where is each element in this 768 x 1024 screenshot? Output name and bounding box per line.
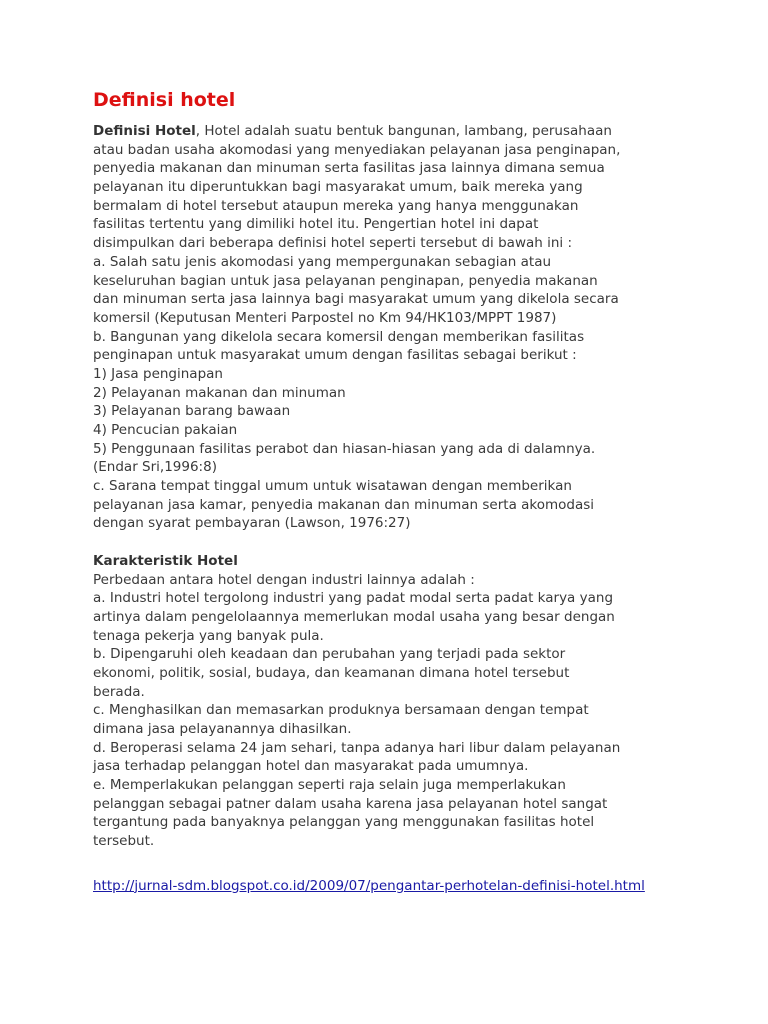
intro-line: keseluruhan bagian untuk jasa pelayanan penginapan, penyedia makanan	[93, 272, 598, 289]
characteristics-line: dimana jasa pelayanannya dihasilkan.	[93, 721, 352, 737]
intro-line: b. Bangunan yang dikelola secara komersil dengan memberikan fasilitas	[93, 328, 585, 345]
intro-first-line-rest: , Hotel adalah suatu bentuk bangunan, lambang, perusahaan	[195, 123, 612, 139]
intro-first-line	[93, 122, 693, 141]
characteristics-section	[93, 552, 693, 851]
characteristics-line: tenaga pekerja yang banyak pula.	[93, 627, 324, 644]
intro-section	[93, 122, 693, 533]
section-spacer	[93, 533, 693, 552]
intro-line: dan minuman serta jasa lainnya bagi masyarakat umum yang dikelola secara	[93, 291, 619, 308]
characteristics-line: Perbedaan antara hotel dengan industri lainnya adalah :	[93, 571, 475, 588]
intro-line: 1) Jasa penginapan	[93, 365, 223, 382]
intro-line: pelayanan jasa kamar, penyedia makanan dan minuman serta akomodasi	[93, 496, 595, 513]
intro-line: penginapan untuk masyarakat umum dengan fasilitas sebagai berikut :	[93, 347, 577, 364]
intro-line: 5) Penggunaan fasilitas perabot dan hiasan-hiasan yang ada di dalamnya.	[93, 440, 596, 457]
section-heading: Karakteristik Hotel	[93, 552, 238, 569]
intro-line: atau badan usaha akomodasi yang menyediakan pelayanan jasa penginapan,	[93, 141, 621, 158]
intro-line: disimpulkan dari beberapa definisi hotel seperti tersebut di bawah ini :	[93, 235, 572, 252]
characteristics-line: d. Beroperasi selama 24 jam sehari, tanpa adanya hari libur dalam pelayanan	[93, 739, 621, 756]
characteristics-line: berada.	[93, 683, 145, 700]
intro-line: bermalam di hotel tersebut ataupun mereka yang hanya menggunakan	[93, 197, 579, 214]
page-title: Definisi hotel	[93, 89, 236, 111]
source-link[interactable]: http://jurnal-sdm.blogspot.co.id/2009/07/pengantar-perhotelan-definisi-hotel.html	[93, 877, 645, 894]
characteristics-line: pelanggan sebagai patner dalam usaha karena jasa pelayanan hotel sangat	[93, 795, 608, 812]
document-page	[93, 88, 693, 896]
characteristics-line: b. Dipengaruhi oleh keadaan dan perubahan yang terjadi pada sektor	[93, 646, 566, 663]
intro-line: pelayanan itu diperuntukkan bagi masyarakat umum, baik mereka yang	[93, 179, 583, 196]
intro-line: dengan syarat pembayaran (Lawson, 1976:27)	[93, 515, 411, 532]
intro-line: fasilitas tertentu yang dimiliki hotel itu. Pengertian hotel ini dapat	[93, 216, 539, 233]
link-spacer	[93, 851, 693, 877]
characteristics-line: tergantung pada banyaknya pelanggan yang menggunakan fasilitas hotel	[93, 814, 595, 831]
intro-line: penyedia makanan dan minuman serta fasilitas jasa lainnya dimana semua	[93, 160, 605, 177]
characteristics-line: jasa terhadap pelanggan hotel dan masyarakat pada umumnya.	[93, 758, 529, 775]
intro-line: komersil (Keputusan Menteri Parpostel no Km 94/HK103/MPPT 1987)	[93, 309, 557, 326]
characteristics-line: artinya dalam pengelolaannya memerlukan modal usaha yang besar dengan	[93, 608, 615, 625]
characteristics-line: tersebut.	[93, 833, 155, 850]
characteristics-line: c. Menghasilkan dan memasarkan produknya bersamaan dengan tempat	[93, 702, 589, 719]
intro-line: 4) Pencucian pakaian	[93, 422, 238, 438]
characteristics-line: ekonomi, politik, sosial, budaya, dan keamanan dimana hotel tersebut	[93, 664, 570, 681]
intro-line: 2) Pelayanan makanan dan minuman	[93, 384, 346, 401]
intro-line: a. Salah satu jenis akomodasi yang mempergunakan sebagian atau	[93, 253, 552, 270]
intro-term: Definisi Hotel	[93, 123, 196, 139]
intro-line: (Endar Sri,1996:8)	[93, 459, 217, 476]
intro-line: 3) Pelayanan barang bawaan	[93, 403, 291, 420]
intro-line: c. Sarana tempat tinggal umum untuk wisatawan dengan memberikan	[93, 478, 572, 495]
characteristics-line: a. Industri hotel tergolong industri yang padat modal serta padat karya yang	[93, 590, 614, 607]
characteristics-line: e. Memperlakukan pelanggan seperti raja selain juga memperlakukan	[93, 777, 566, 794]
